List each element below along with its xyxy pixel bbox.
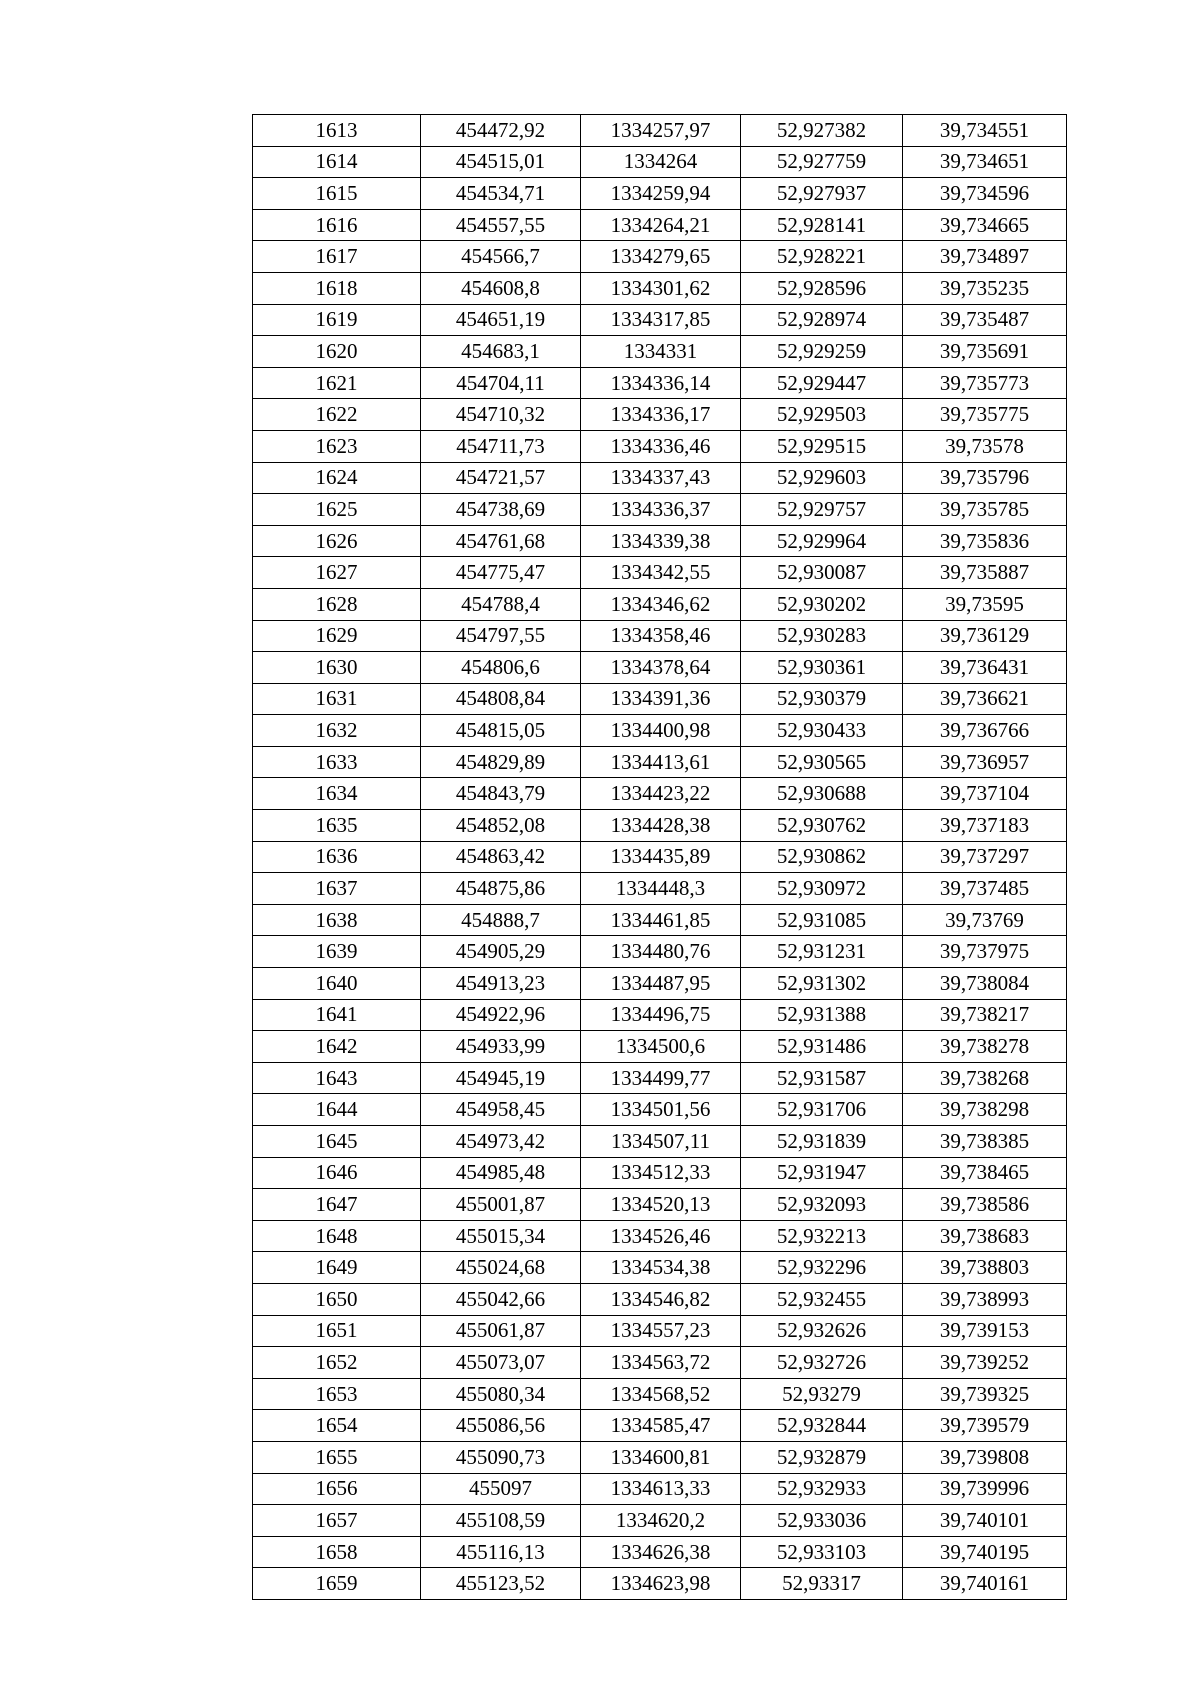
longitude-cell: 39,738993 bbox=[903, 1283, 1067, 1315]
x-coordinate-cell: 455108,59 bbox=[421, 1505, 581, 1537]
table-row bbox=[253, 683, 1067, 715]
y-coordinate-cell: 1334507,11 bbox=[581, 1126, 741, 1158]
longitude-cell: 39,735785 bbox=[903, 494, 1067, 526]
latitude-cell: 52,930433 bbox=[741, 715, 903, 747]
y-coordinate-cell: 1334534,38 bbox=[581, 1252, 741, 1284]
latitude-cell: 52,929259 bbox=[741, 336, 903, 368]
longitude-cell: 39,736766 bbox=[903, 715, 1067, 747]
longitude-cell: 39,738465 bbox=[903, 1157, 1067, 1189]
y-coordinate-cell: 1334337,43 bbox=[581, 462, 741, 494]
latitude-cell: 52,933036 bbox=[741, 1505, 903, 1537]
latitude-cell: 52,928596 bbox=[741, 272, 903, 304]
table-row bbox=[253, 1126, 1067, 1158]
point-number-cell: 1656 bbox=[253, 1473, 421, 1505]
point-number-cell: 1639 bbox=[253, 936, 421, 968]
point-number-cell: 1616 bbox=[253, 209, 421, 241]
x-coordinate-cell: 454985,48 bbox=[421, 1157, 581, 1189]
y-coordinate-cell: 1334336,37 bbox=[581, 494, 741, 526]
longitude-cell: 39,736431 bbox=[903, 652, 1067, 684]
point-number-cell: 1646 bbox=[253, 1157, 421, 1189]
table-row bbox=[253, 557, 1067, 589]
y-coordinate-cell: 1334480,76 bbox=[581, 936, 741, 968]
y-coordinate-cell: 1334423,22 bbox=[581, 778, 741, 810]
y-coordinate-cell: 1334448,3 bbox=[581, 873, 741, 905]
x-coordinate-cell: 454852,08 bbox=[421, 810, 581, 842]
point-number-cell: 1615 bbox=[253, 178, 421, 210]
table-row bbox=[253, 904, 1067, 936]
x-coordinate-cell: 454788,4 bbox=[421, 588, 581, 620]
x-coordinate-cell: 455116,13 bbox=[421, 1536, 581, 1568]
point-number-cell: 1624 bbox=[253, 462, 421, 494]
longitude-cell: 39,735796 bbox=[903, 462, 1067, 494]
table-row bbox=[253, 715, 1067, 747]
y-coordinate-cell: 1334339,38 bbox=[581, 525, 741, 557]
point-number-cell: 1648 bbox=[253, 1220, 421, 1252]
table-row bbox=[253, 336, 1067, 368]
longitude-cell: 39,737183 bbox=[903, 810, 1067, 842]
y-coordinate-cell: 1334613,33 bbox=[581, 1473, 741, 1505]
y-coordinate-cell: 1334346,62 bbox=[581, 588, 741, 620]
table-row bbox=[253, 1505, 1067, 1537]
longitude-cell: 39,739579 bbox=[903, 1410, 1067, 1442]
y-coordinate-cell: 1334378,64 bbox=[581, 652, 741, 684]
table-row bbox=[253, 936, 1067, 968]
longitude-cell: 39,735836 bbox=[903, 525, 1067, 557]
x-coordinate-cell: 454973,42 bbox=[421, 1126, 581, 1158]
y-coordinate-cell: 1334391,36 bbox=[581, 683, 741, 715]
x-coordinate-cell: 454566,7 bbox=[421, 241, 581, 273]
y-coordinate-cell: 1334336,17 bbox=[581, 399, 741, 431]
table-row bbox=[253, 873, 1067, 905]
longitude-cell: 39,738084 bbox=[903, 968, 1067, 1000]
point-number-cell: 1649 bbox=[253, 1252, 421, 1284]
y-coordinate-cell: 1334259,94 bbox=[581, 178, 741, 210]
longitude-cell: 39,735691 bbox=[903, 336, 1067, 368]
x-coordinate-cell: 454608,8 bbox=[421, 272, 581, 304]
table-row bbox=[253, 146, 1067, 178]
latitude-cell: 52,929603 bbox=[741, 462, 903, 494]
y-coordinate-cell: 1334413,61 bbox=[581, 746, 741, 778]
point-number-cell: 1625 bbox=[253, 494, 421, 526]
longitude-cell: 39,740195 bbox=[903, 1536, 1067, 1568]
latitude-cell: 52,927937 bbox=[741, 178, 903, 210]
table-row bbox=[253, 1220, 1067, 1252]
longitude-cell: 39,740101 bbox=[903, 1505, 1067, 1537]
point-number-cell: 1637 bbox=[253, 873, 421, 905]
longitude-cell: 39,735775 bbox=[903, 399, 1067, 431]
y-coordinate-cell: 1334500,6 bbox=[581, 1031, 741, 1063]
latitude-cell: 52,930565 bbox=[741, 746, 903, 778]
point-number-cell: 1620 bbox=[253, 336, 421, 368]
point-number-cell: 1631 bbox=[253, 683, 421, 715]
x-coordinate-cell: 454721,57 bbox=[421, 462, 581, 494]
longitude-cell: 39,735887 bbox=[903, 557, 1067, 589]
longitude-cell: 39,737104 bbox=[903, 778, 1067, 810]
x-coordinate-cell: 454710,32 bbox=[421, 399, 581, 431]
table-row bbox=[253, 304, 1067, 336]
x-coordinate-cell: 454797,55 bbox=[421, 620, 581, 652]
table-row bbox=[253, 1157, 1067, 1189]
table-row bbox=[253, 620, 1067, 652]
x-coordinate-cell: 454761,68 bbox=[421, 525, 581, 557]
point-number-cell: 1627 bbox=[253, 557, 421, 589]
longitude-cell: 39,737297 bbox=[903, 841, 1067, 873]
point-number-cell: 1653 bbox=[253, 1378, 421, 1410]
point-number-cell: 1613 bbox=[253, 115, 421, 147]
x-coordinate-cell: 455090,73 bbox=[421, 1441, 581, 1473]
x-coordinate-cell: 454711,73 bbox=[421, 430, 581, 462]
longitude-cell: 39,736129 bbox=[903, 620, 1067, 652]
longitude-cell: 39,734897 bbox=[903, 241, 1067, 273]
y-coordinate-cell: 1334461,85 bbox=[581, 904, 741, 936]
table-row bbox=[253, 968, 1067, 1000]
table-row bbox=[253, 588, 1067, 620]
x-coordinate-cell: 455015,34 bbox=[421, 1220, 581, 1252]
latitude-cell: 52,929757 bbox=[741, 494, 903, 526]
table-row bbox=[253, 652, 1067, 684]
y-coordinate-cell: 1334279,65 bbox=[581, 241, 741, 273]
y-coordinate-cell: 1334336,14 bbox=[581, 367, 741, 399]
x-coordinate-cell: 454913,23 bbox=[421, 968, 581, 1000]
table-row bbox=[253, 178, 1067, 210]
table-row bbox=[253, 1283, 1067, 1315]
y-coordinate-cell: 1334428,38 bbox=[581, 810, 741, 842]
longitude-cell: 39,735235 bbox=[903, 272, 1067, 304]
point-number-cell: 1642 bbox=[253, 1031, 421, 1063]
table-row bbox=[253, 1252, 1067, 1284]
table-row bbox=[253, 272, 1067, 304]
latitude-cell: 52,931486 bbox=[741, 1031, 903, 1063]
point-number-cell: 1647 bbox=[253, 1189, 421, 1221]
point-number-cell: 1644 bbox=[253, 1094, 421, 1126]
longitude-cell: 39,734551 bbox=[903, 115, 1067, 147]
table-row bbox=[253, 1473, 1067, 1505]
latitude-cell: 52,932455 bbox=[741, 1283, 903, 1315]
x-coordinate-cell: 454534,71 bbox=[421, 178, 581, 210]
point-number-cell: 1654 bbox=[253, 1410, 421, 1442]
y-coordinate-cell: 1334526,46 bbox=[581, 1220, 741, 1252]
y-coordinate-cell: 1334546,82 bbox=[581, 1283, 741, 1315]
point-number-cell: 1635 bbox=[253, 810, 421, 842]
latitude-cell: 52,932296 bbox=[741, 1252, 903, 1284]
latitude-cell: 52,927759 bbox=[741, 146, 903, 178]
point-number-cell: 1651 bbox=[253, 1315, 421, 1347]
table-row bbox=[253, 1347, 1067, 1379]
longitude-cell: 39,734596 bbox=[903, 178, 1067, 210]
table-row bbox=[253, 399, 1067, 431]
x-coordinate-cell: 454738,69 bbox=[421, 494, 581, 526]
y-coordinate-cell: 1334623,98 bbox=[581, 1568, 741, 1600]
latitude-cell: 52,928974 bbox=[741, 304, 903, 336]
x-coordinate-cell: 454775,47 bbox=[421, 557, 581, 589]
table-row bbox=[253, 1568, 1067, 1600]
latitude-cell: 52,928141 bbox=[741, 209, 903, 241]
latitude-cell: 52,930361 bbox=[741, 652, 903, 684]
y-coordinate-cell: 1334257,97 bbox=[581, 115, 741, 147]
latitude-cell: 52,932726 bbox=[741, 1347, 903, 1379]
table-row bbox=[253, 1536, 1067, 1568]
point-number-cell: 1630 bbox=[253, 652, 421, 684]
point-number-cell: 1629 bbox=[253, 620, 421, 652]
table-row bbox=[253, 367, 1067, 399]
point-number-cell: 1623 bbox=[253, 430, 421, 462]
y-coordinate-cell: 1334301,62 bbox=[581, 272, 741, 304]
longitude-cell: 39,73578 bbox=[903, 430, 1067, 462]
latitude-cell: 52,93317 bbox=[741, 1568, 903, 1600]
point-number-cell: 1628 bbox=[253, 588, 421, 620]
x-coordinate-cell: 454863,42 bbox=[421, 841, 581, 873]
y-coordinate-cell: 1334264,21 bbox=[581, 209, 741, 241]
point-number-cell: 1652 bbox=[253, 1347, 421, 1379]
point-number-cell: 1659 bbox=[253, 1568, 421, 1600]
point-number-cell: 1621 bbox=[253, 367, 421, 399]
longitude-cell: 39,735487 bbox=[903, 304, 1067, 336]
latitude-cell: 52,930087 bbox=[741, 557, 903, 589]
longitude-cell: 39,738278 bbox=[903, 1031, 1067, 1063]
longitude-cell: 39,738586 bbox=[903, 1189, 1067, 1221]
latitude-cell: 52,927382 bbox=[741, 115, 903, 147]
y-coordinate-cell: 1334620,2 bbox=[581, 1505, 741, 1537]
table-row bbox=[253, 1315, 1067, 1347]
x-coordinate-cell: 454806,6 bbox=[421, 652, 581, 684]
x-coordinate-cell: 454922,96 bbox=[421, 999, 581, 1031]
table-row bbox=[253, 494, 1067, 526]
y-coordinate-cell: 1334358,46 bbox=[581, 620, 741, 652]
longitude-cell: 39,738385 bbox=[903, 1126, 1067, 1158]
x-coordinate-cell: 454472,92 bbox=[421, 115, 581, 147]
table-row bbox=[253, 241, 1067, 273]
latitude-cell: 52,931085 bbox=[741, 904, 903, 936]
point-number-cell: 1641 bbox=[253, 999, 421, 1031]
x-coordinate-cell: 454843,79 bbox=[421, 778, 581, 810]
point-number-cell: 1655 bbox=[253, 1441, 421, 1473]
x-coordinate-cell: 454815,05 bbox=[421, 715, 581, 747]
table-row bbox=[253, 778, 1067, 810]
y-coordinate-cell: 1334557,23 bbox=[581, 1315, 741, 1347]
point-number-cell: 1626 bbox=[253, 525, 421, 557]
latitude-cell: 52,931839 bbox=[741, 1126, 903, 1158]
x-coordinate-cell: 454683,1 bbox=[421, 336, 581, 368]
latitude-cell: 52,931947 bbox=[741, 1157, 903, 1189]
longitude-cell: 39,740161 bbox=[903, 1568, 1067, 1600]
longitude-cell: 39,737975 bbox=[903, 936, 1067, 968]
x-coordinate-cell: 454515,01 bbox=[421, 146, 581, 178]
longitude-cell: 39,739325 bbox=[903, 1378, 1067, 1410]
latitude-cell: 52,932844 bbox=[741, 1410, 903, 1442]
table-row bbox=[253, 430, 1067, 462]
y-coordinate-cell: 1334520,13 bbox=[581, 1189, 741, 1221]
x-coordinate-cell: 454651,19 bbox=[421, 304, 581, 336]
table-row bbox=[253, 841, 1067, 873]
x-coordinate-cell: 455001,87 bbox=[421, 1189, 581, 1221]
longitude-cell: 39,735773 bbox=[903, 367, 1067, 399]
latitude-cell: 52,93279 bbox=[741, 1378, 903, 1410]
point-number-cell: 1650 bbox=[253, 1283, 421, 1315]
table-row bbox=[253, 209, 1067, 241]
x-coordinate-cell: 455024,68 bbox=[421, 1252, 581, 1284]
x-coordinate-cell: 455042,66 bbox=[421, 1283, 581, 1315]
latitude-cell: 52,930762 bbox=[741, 810, 903, 842]
x-coordinate-cell: 455080,34 bbox=[421, 1378, 581, 1410]
point-number-cell: 1614 bbox=[253, 146, 421, 178]
longitude-cell: 39,739153 bbox=[903, 1315, 1067, 1347]
table-row bbox=[253, 1189, 1067, 1221]
point-number-cell: 1619 bbox=[253, 304, 421, 336]
longitude-cell: 39,737485 bbox=[903, 873, 1067, 905]
latitude-cell: 52,931388 bbox=[741, 999, 903, 1031]
y-coordinate-cell: 1334499,77 bbox=[581, 1062, 741, 1094]
x-coordinate-cell: 454875,86 bbox=[421, 873, 581, 905]
point-number-cell: 1617 bbox=[253, 241, 421, 273]
point-number-cell: 1658 bbox=[253, 1536, 421, 1568]
y-coordinate-cell: 1334585,47 bbox=[581, 1410, 741, 1442]
latitude-cell: 52,932933 bbox=[741, 1473, 903, 1505]
longitude-cell: 39,738683 bbox=[903, 1220, 1067, 1252]
latitude-cell: 52,929447 bbox=[741, 367, 903, 399]
x-coordinate-cell: 454933,99 bbox=[421, 1031, 581, 1063]
table-row bbox=[253, 462, 1067, 494]
table-row bbox=[253, 746, 1067, 778]
point-number-cell: 1622 bbox=[253, 399, 421, 431]
point-number-cell: 1657 bbox=[253, 1505, 421, 1537]
point-number-cell: 1643 bbox=[253, 1062, 421, 1094]
x-coordinate-cell: 454829,89 bbox=[421, 746, 581, 778]
longitude-cell: 39,739996 bbox=[903, 1473, 1067, 1505]
y-coordinate-cell: 1334496,75 bbox=[581, 999, 741, 1031]
x-coordinate-cell: 454808,84 bbox=[421, 683, 581, 715]
latitude-cell: 52,932626 bbox=[741, 1315, 903, 1347]
x-coordinate-cell: 455073,07 bbox=[421, 1347, 581, 1379]
longitude-cell: 39,739252 bbox=[903, 1347, 1067, 1379]
x-coordinate-cell: 454905,29 bbox=[421, 936, 581, 968]
latitude-cell: 52,931302 bbox=[741, 968, 903, 1000]
latitude-cell: 52,928221 bbox=[741, 241, 903, 273]
latitude-cell: 52,929964 bbox=[741, 525, 903, 557]
table-row bbox=[253, 1094, 1067, 1126]
x-coordinate-cell: 455123,52 bbox=[421, 1568, 581, 1600]
table-row bbox=[253, 115, 1067, 147]
latitude-cell: 52,932213 bbox=[741, 1220, 903, 1252]
latitude-cell: 52,931587 bbox=[741, 1062, 903, 1094]
y-coordinate-cell: 1334331 bbox=[581, 336, 741, 368]
latitude-cell: 52,930202 bbox=[741, 588, 903, 620]
x-coordinate-cell: 454888,7 bbox=[421, 904, 581, 936]
y-coordinate-cell: 1334435,89 bbox=[581, 841, 741, 873]
y-coordinate-cell: 1334487,95 bbox=[581, 968, 741, 1000]
point-number-cell: 1636 bbox=[253, 841, 421, 873]
table-row bbox=[253, 999, 1067, 1031]
latitude-cell: 52,933103 bbox=[741, 1536, 903, 1568]
table-row bbox=[253, 525, 1067, 557]
latitude-cell: 52,930862 bbox=[741, 841, 903, 873]
x-coordinate-cell: 455097 bbox=[421, 1473, 581, 1505]
table-row bbox=[253, 810, 1067, 842]
latitude-cell: 52,929515 bbox=[741, 430, 903, 462]
y-coordinate-cell: 1334264 bbox=[581, 146, 741, 178]
table-row bbox=[253, 1062, 1067, 1094]
latitude-cell: 52,930688 bbox=[741, 778, 903, 810]
point-number-cell: 1640 bbox=[253, 968, 421, 1000]
y-coordinate-cell: 1334317,85 bbox=[581, 304, 741, 336]
latitude-cell: 52,929503 bbox=[741, 399, 903, 431]
point-number-cell: 1645 bbox=[253, 1126, 421, 1158]
x-coordinate-cell: 454704,11 bbox=[421, 367, 581, 399]
x-coordinate-cell: 454958,45 bbox=[421, 1094, 581, 1126]
point-number-cell: 1633 bbox=[253, 746, 421, 778]
table-row bbox=[253, 1378, 1067, 1410]
longitude-cell: 39,738268 bbox=[903, 1062, 1067, 1094]
y-coordinate-cell: 1334336,46 bbox=[581, 430, 741, 462]
x-coordinate-cell: 455086,56 bbox=[421, 1410, 581, 1442]
table-row bbox=[253, 1410, 1067, 1442]
y-coordinate-cell: 1334342,55 bbox=[581, 557, 741, 589]
longitude-cell: 39,736957 bbox=[903, 746, 1067, 778]
table-row bbox=[253, 1031, 1067, 1063]
point-number-cell: 1618 bbox=[253, 272, 421, 304]
latitude-cell: 52,930283 bbox=[741, 620, 903, 652]
latitude-cell: 52,930972 bbox=[741, 873, 903, 905]
y-coordinate-cell: 1334600,81 bbox=[581, 1441, 741, 1473]
longitude-cell: 39,738298 bbox=[903, 1094, 1067, 1126]
coordinates-table bbox=[252, 114, 1067, 1600]
longitude-cell: 39,73595 bbox=[903, 588, 1067, 620]
point-number-cell: 1632 bbox=[253, 715, 421, 747]
point-number-cell: 1638 bbox=[253, 904, 421, 936]
x-coordinate-cell: 455061,87 bbox=[421, 1315, 581, 1347]
y-coordinate-cell: 1334400,98 bbox=[581, 715, 741, 747]
longitude-cell: 39,734665 bbox=[903, 209, 1067, 241]
x-coordinate-cell: 454557,55 bbox=[421, 209, 581, 241]
point-number-cell: 1634 bbox=[253, 778, 421, 810]
latitude-cell: 52,930379 bbox=[741, 683, 903, 715]
coordinates-table-body bbox=[253, 115, 1067, 1600]
latitude-cell: 52,932879 bbox=[741, 1441, 903, 1473]
longitude-cell: 39,738803 bbox=[903, 1252, 1067, 1284]
longitude-cell: 39,736621 bbox=[903, 683, 1067, 715]
latitude-cell: 52,931231 bbox=[741, 936, 903, 968]
table-row bbox=[253, 1441, 1067, 1473]
y-coordinate-cell: 1334512,33 bbox=[581, 1157, 741, 1189]
longitude-cell: 39,734651 bbox=[903, 146, 1067, 178]
y-coordinate-cell: 1334626,38 bbox=[581, 1536, 741, 1568]
longitude-cell: 39,738217 bbox=[903, 999, 1067, 1031]
longitude-cell: 39,73769 bbox=[903, 904, 1067, 936]
y-coordinate-cell: 1334563,72 bbox=[581, 1347, 741, 1379]
latitude-cell: 52,931706 bbox=[741, 1094, 903, 1126]
x-coordinate-cell: 454945,19 bbox=[421, 1062, 581, 1094]
longitude-cell: 39,739808 bbox=[903, 1441, 1067, 1473]
y-coordinate-cell: 1334501,56 bbox=[581, 1094, 741, 1126]
y-coordinate-cell: 1334568,52 bbox=[581, 1378, 741, 1410]
latitude-cell: 52,932093 bbox=[741, 1189, 903, 1221]
